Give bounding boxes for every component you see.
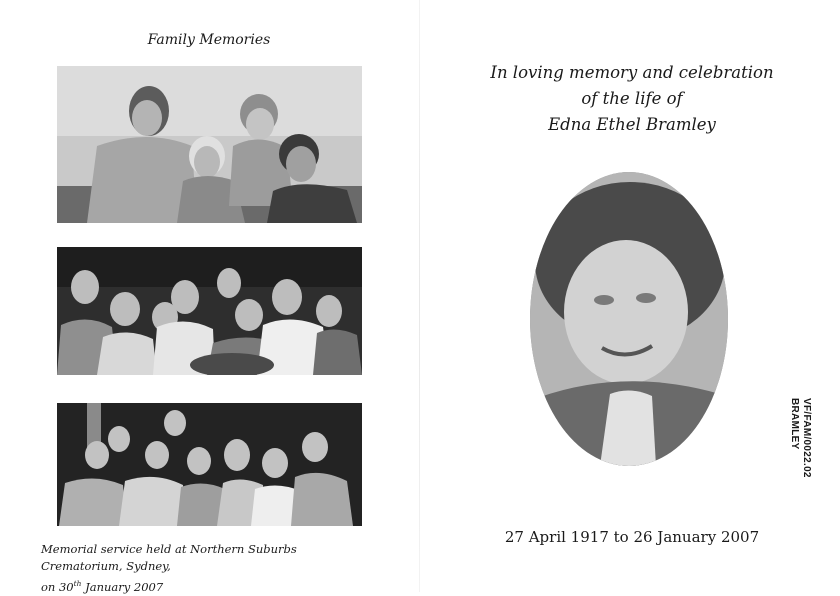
- memorial-title: [480, 60, 784, 138]
- family-photo-large-group: [57, 403, 362, 526]
- portrait-photo: [530, 172, 728, 466]
- archive-ref-code: VF/FAM/0022.02: [801, 398, 812, 478]
- title-line-1: In loving memory and celebration: [490, 63, 774, 82]
- right-page: [420, 0, 840, 592]
- section-heading: Family Memories: [147, 32, 271, 48]
- archive-reference: [788, 398, 812, 488]
- caption-line-1: Memorial service held at Northern Suburbs Crematorium, Sydney,: [41, 542, 297, 573]
- family-photo-four-people: [57, 66, 362, 223]
- caption-date-ordinal: th: [73, 579, 82, 588]
- caption-date-prefix: on 30: [41, 579, 74, 594]
- left-page: [0, 0, 420, 592]
- caption-line-2: [41, 575, 381, 596]
- caption-date-suffix: January 2007: [81, 579, 164, 594]
- life-dates: 27 April 1917 to 26 January 2007: [504, 528, 760, 546]
- archive-ref-name: BRAMLEY: [789, 398, 800, 450]
- family-photo-group-outdoors: [57, 247, 362, 375]
- title-line-2: of the life of: [581, 89, 683, 108]
- title-line-3: Edna Ethel Bramley: [548, 115, 716, 134]
- memorial-service-caption: [41, 541, 381, 596]
